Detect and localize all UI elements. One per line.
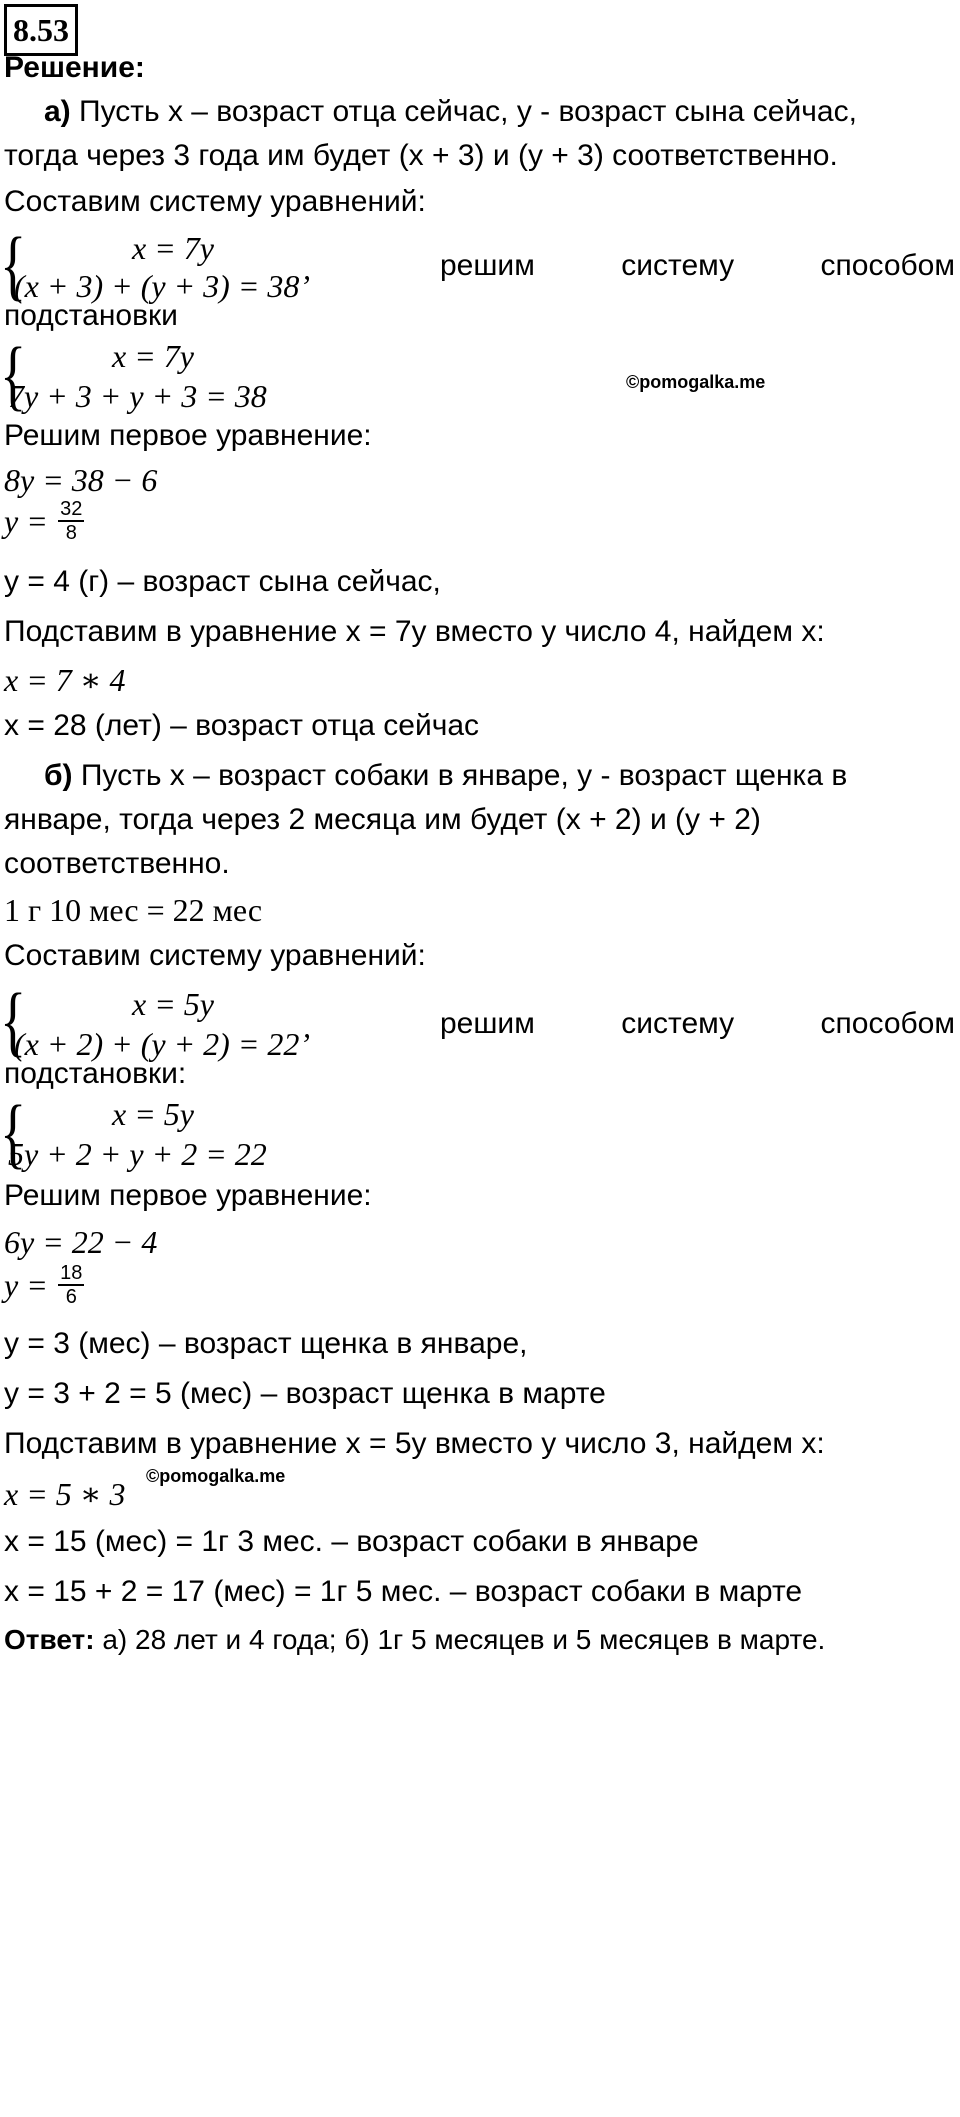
solve-method-row: [440, 246, 955, 286]
fraction-prefix: y =: [4, 503, 48, 539]
system-equation: x = 7y: [132, 230, 214, 266]
problem-number: 8.53: [4, 4, 78, 56]
part-a-intro-2: тогда через 3 года им будет (x + 3) и (y + 3) соответственно.: [4, 139, 838, 172]
system-equation: x = 5y: [132, 986, 214, 1022]
word: способом: [820, 1007, 955, 1040]
conversion-line: 1 г 10 мес = 22 мес: [4, 892, 263, 928]
system-equation: (x + 2) + (y + 2) = 22’: [14, 1026, 311, 1062]
word: систему: [621, 249, 735, 282]
part-b-label: б): [44, 759, 73, 792]
substitute-line: Подставим в уравнение x = 7y вместо y число 4, найдем x:: [4, 615, 825, 648]
word: систему: [621, 1007, 735, 1040]
substitution-word: подстановки: [4, 299, 178, 332]
fraction-numerator: 32: [60, 498, 83, 520]
system-equation: 5y + 2 + y + 2 = 22: [8, 1136, 267, 1172]
brace: {: [0, 977, 27, 1064]
answer-label: Ответ:: [4, 1624, 95, 1655]
solve-first-heading: Решим первое уравнение:: [4, 1179, 372, 1212]
fraction-line: [4, 498, 84, 558]
solution-heading: Решение:: [4, 51, 145, 84]
substitution-word: подстановки:: [4, 1057, 187, 1090]
result-line: x = 15 + 2 = 17 (мес) = 1г 5 мес. – возраст собаки в марте: [4, 1575, 803, 1608]
fraction-prefix: y =: [4, 1267, 48, 1303]
fraction: [58, 498, 84, 544]
equation: x = 5 ∗ 3: [4, 1476, 126, 1512]
part-a-intro-1: [4, 92, 857, 132]
watermark: ©pomogalka.me: [626, 372, 766, 392]
part-b-intro-2: январе, тогда через 2 месяца им будет (x + 2) и (y + 2): [4, 803, 761, 836]
fraction-line: [4, 1262, 84, 1322]
solve-first-heading: Решим первое уравнение:: [4, 419, 372, 452]
brace: {: [0, 221, 27, 308]
system-equation: (x + 3) + (y + 3) = 38’: [14, 268, 311, 304]
system-equation: 7y + 3 + y + 3 = 38: [8, 378, 267, 414]
result-line: y = 3 (мес) – возраст щенка в январе,: [4, 1327, 528, 1360]
equation: 6y = 22 − 4: [4, 1224, 158, 1260]
brace: {: [0, 1089, 27, 1176]
fraction: [58, 1262, 84, 1308]
brace: {: [0, 331, 27, 418]
solve-method-row: [440, 1004, 955, 1044]
system-equation: x = 7y: [112, 338, 194, 374]
equation: x = 7 ∗ 4: [4, 662, 126, 698]
word: решим: [440, 1007, 535, 1040]
part-b-intro-1-text: Пусть x – возраст собаки в январе, y - возраст щенка в: [72, 759, 848, 792]
fraction-denominator: 8: [65, 522, 77, 544]
watermark: ©pomogalka.me: [146, 1466, 286, 1486]
answer-line: [4, 1620, 825, 1660]
result-line: y = 3 + 2 = 5 (мес) – возраст щенка в марте: [4, 1377, 606, 1410]
result-line: y = 4 (г) – возраст сына сейчас,: [4, 565, 441, 598]
part-b-intro-3: соответственно.: [4, 847, 230, 880]
answer-text: а) 28 лет и 4 года; б) 1г 5 месяцев и 5 месяцев в марте.: [94, 1624, 826, 1655]
system-equation: x = 5y: [112, 1096, 194, 1132]
result-line: x = 15 (мес) = 1г 3 мес. – возраст собаки в январе: [4, 1525, 699, 1558]
fraction-numerator: 18: [60, 1262, 83, 1284]
word: решим: [440, 249, 535, 282]
result-line: x = 28 (лет) – возраст отца сейчас: [4, 709, 480, 742]
part-a-compose: Составим систему уравнений:: [4, 185, 426, 218]
part-b-intro-1: [4, 756, 847, 796]
equation: 8y = 38 − 6: [4, 462, 158, 498]
part-b-compose: Составим систему уравнений:: [4, 939, 426, 972]
part-a-label: а): [44, 95, 71, 128]
part-a-intro-1-text: Пусть x – возраст отца сейчас, y - возраст сына сейчас,: [70, 95, 857, 128]
word: способом: [820, 249, 955, 282]
substitute-line: Подставим в уравнение x = 5y вместо y число 3, найдем x:: [4, 1427, 825, 1460]
fraction-denominator: 6: [65, 1286, 77, 1308]
